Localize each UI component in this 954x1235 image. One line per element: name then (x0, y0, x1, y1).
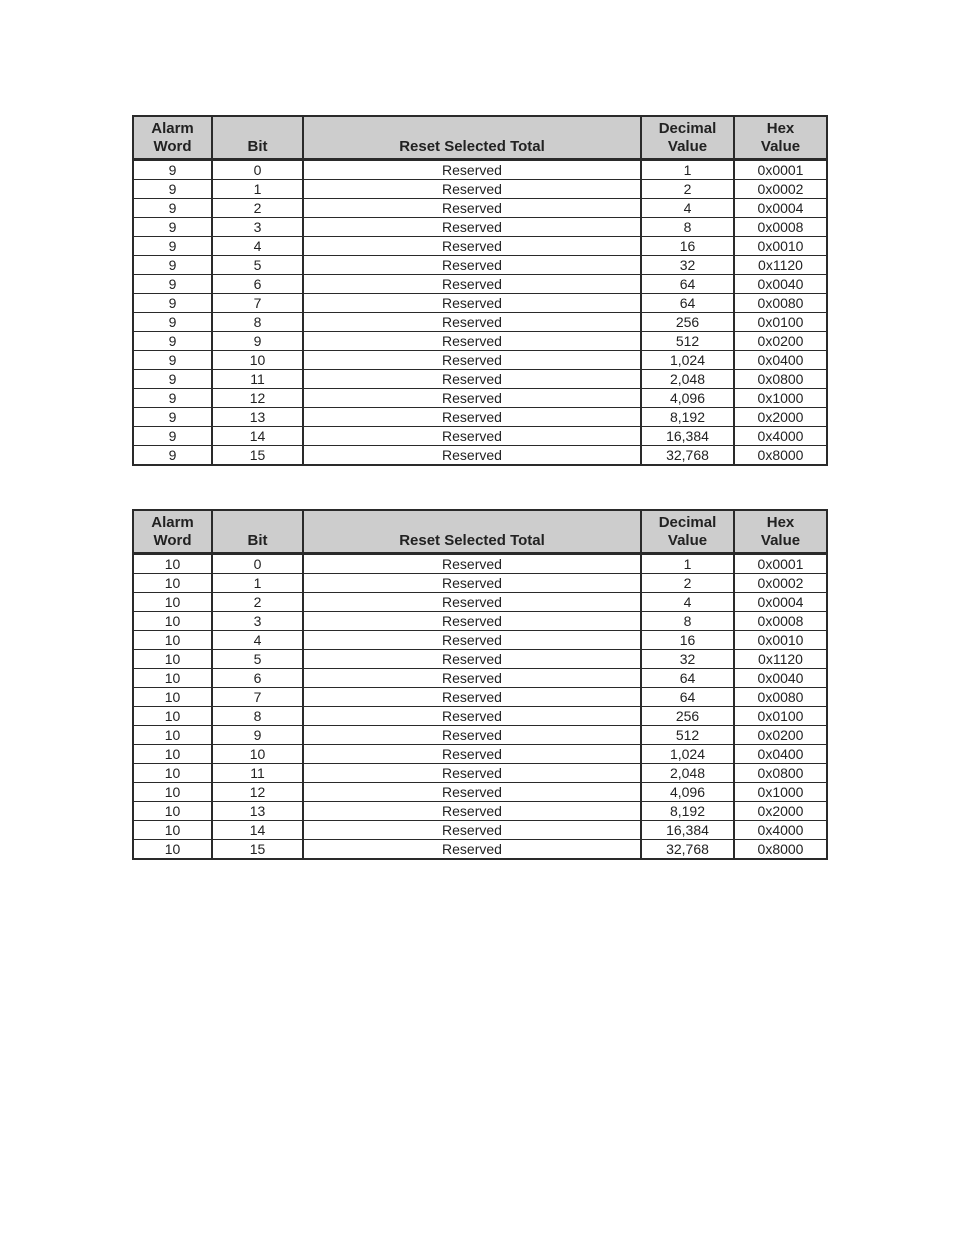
alarm-word-cell: 10 (133, 802, 212, 821)
hex-value-cell: 0x0002 (734, 574, 827, 593)
decimal-value-cell: 16 (641, 631, 734, 650)
bit-cell: 9 (212, 332, 303, 351)
decimal-value-cell: 1 (641, 160, 734, 180)
hex-value-cell: 0x0002 (734, 180, 827, 199)
hex-value-cell: 0x0400 (734, 745, 827, 764)
decimal-value-cell: 4 (641, 593, 734, 612)
hex-value-cell: 0x1120 (734, 256, 827, 275)
bit-cell: 12 (212, 783, 303, 802)
bit-cell: 10 (212, 351, 303, 370)
decimal-value-cell: 8 (641, 218, 734, 237)
table-row (133, 389, 827, 408)
decimal-value-cell: 32 (641, 650, 734, 669)
hex-value-cell: 0x8000 (734, 840, 827, 860)
bit-cell: 0 (212, 160, 303, 180)
alarm-word-header (133, 510, 212, 554)
decimal-header-line1: Decimal (658, 120, 717, 137)
alarm-word-9-table (132, 115, 828, 466)
hex-value-cell: 0x8000 (734, 446, 827, 466)
alarm-word-cell: 9 (133, 389, 212, 408)
hex-value-cell: 0x0200 (734, 726, 827, 745)
hex-value-cell: 0x0008 (734, 612, 827, 631)
description-cell: Reserved (303, 726, 641, 745)
decimal-value-cell: 64 (641, 688, 734, 707)
decimal-value-cell: 256 (641, 707, 734, 726)
hex-header-line1: Hex (766, 514, 795, 531)
bit-cell: 14 (212, 427, 303, 446)
bit-cell: 4 (212, 237, 303, 256)
hex-value-cell: 0x0040 (734, 669, 827, 688)
bit-header-label: Bit (247, 532, 268, 549)
decimal-value-cell: 2 (641, 574, 734, 593)
table-row (133, 688, 827, 707)
hex-header-line1: Hex (766, 120, 795, 137)
bit-cell: 11 (212, 764, 303, 783)
decimal-value-cell: 16,384 (641, 427, 734, 446)
description-header-label: Reset Selected Total (399, 138, 545, 155)
decimal-value-cell: 512 (641, 332, 734, 351)
decimal-value-cell: 2,048 (641, 764, 734, 783)
bit-cell: 0 (212, 554, 303, 574)
table-row (133, 574, 827, 593)
hex-value-cell: 0x4000 (734, 821, 827, 840)
alarm-word-cell: 10 (133, 688, 212, 707)
hex-value-cell: 0x0200 (734, 332, 827, 351)
bit-cell: 2 (212, 199, 303, 218)
hex-value-cell: 0x0100 (734, 313, 827, 332)
hex-value-cell: 0x0800 (734, 764, 827, 783)
decimal-value-cell: 16 (641, 237, 734, 256)
table-row (133, 612, 827, 631)
table-row (133, 783, 827, 802)
bit-header-label: Bit (247, 138, 268, 155)
hex-value-cell: 0x0100 (734, 707, 827, 726)
alarm-word-cell: 10 (133, 593, 212, 612)
alarm-word-cell: 9 (133, 332, 212, 351)
alarm-word-cell: 9 (133, 313, 212, 332)
table-row (133, 199, 827, 218)
decimal-value-cell: 8,192 (641, 802, 734, 821)
table-body (133, 554, 827, 860)
alarm-word-cell: 10 (133, 612, 212, 631)
description-cell: Reserved (303, 650, 641, 669)
decimal-value-cell: 4 (641, 199, 734, 218)
description-cell: Reserved (303, 370, 641, 389)
description-header-label: Reset Selected Total (399, 532, 545, 549)
alarm-word-cell: 10 (133, 726, 212, 745)
description-cell: Reserved (303, 237, 641, 256)
table-row (133, 669, 827, 688)
alarm-word-cell: 10 (133, 745, 212, 764)
description-cell: Reserved (303, 332, 641, 351)
hex-value-header (734, 510, 827, 554)
description-cell: Reserved (303, 427, 641, 446)
table-row (133, 237, 827, 256)
bit-cell: 1 (212, 574, 303, 593)
table-row (133, 593, 827, 612)
hex-value-cell: 0x1120 (734, 650, 827, 669)
table-row (133, 427, 827, 446)
alarm-word-header (133, 116, 212, 160)
alarm-word-cell: 9 (133, 408, 212, 427)
table-header (133, 510, 827, 554)
description-cell: Reserved (303, 612, 641, 631)
decimal-value-cell: 256 (641, 313, 734, 332)
alarm-word-cell: 10 (133, 631, 212, 650)
table-row (133, 256, 827, 275)
bit-cell: 9 (212, 726, 303, 745)
table-row (133, 294, 827, 313)
description-cell: Reserved (303, 408, 641, 427)
bit-cell: 6 (212, 275, 303, 294)
alarm-word-cell: 9 (133, 446, 212, 466)
decimal-value-cell: 1,024 (641, 351, 734, 370)
table-row (133, 313, 827, 332)
decimal-value-cell: 64 (641, 294, 734, 313)
table-row (133, 218, 827, 237)
table-header (133, 116, 827, 160)
bit-cell: 4 (212, 631, 303, 650)
description-header (303, 116, 641, 160)
table-row (133, 745, 827, 764)
decimal-value-header (641, 116, 734, 160)
decimal-value-cell: 512 (641, 726, 734, 745)
description-header (303, 510, 641, 554)
decimal-header-line2: Value (667, 532, 708, 549)
table-row (133, 650, 827, 669)
table-row (133, 764, 827, 783)
alarm-word-cell: 9 (133, 199, 212, 218)
header-row (133, 510, 827, 554)
table-row (133, 160, 827, 180)
description-cell: Reserved (303, 554, 641, 574)
description-cell: Reserved (303, 631, 641, 650)
description-cell: Reserved (303, 593, 641, 612)
decimal-header-line1: Decimal (658, 514, 717, 531)
hex-value-cell: 0x0080 (734, 294, 827, 313)
description-cell: Reserved (303, 669, 641, 688)
hex-value-cell: 0x0040 (734, 275, 827, 294)
hex-value-cell: 0x0800 (734, 370, 827, 389)
bit-cell: 15 (212, 840, 303, 860)
alarm-word-cell: 9 (133, 180, 212, 199)
alarm-word-cell: 9 (133, 160, 212, 180)
description-cell: Reserved (303, 764, 641, 783)
alarm-word-header-line1: Alarm (151, 120, 194, 137)
table-row (133, 554, 827, 574)
table-row (133, 726, 827, 745)
hex-value-cell: 0x0001 (734, 554, 827, 574)
alarm-word-cell: 9 (133, 427, 212, 446)
decimal-value-cell: 1 (641, 554, 734, 574)
alarm-word-cell: 9 (133, 294, 212, 313)
alarm-word-cell: 10 (133, 783, 212, 802)
bit-cell: 3 (212, 218, 303, 237)
hex-header-line2: Value (760, 138, 801, 155)
header-row (133, 116, 827, 160)
table-row (133, 802, 827, 821)
bit-cell: 1 (212, 180, 303, 199)
bit-cell: 6 (212, 669, 303, 688)
decimal-value-cell: 64 (641, 669, 734, 688)
hex-value-cell: 0x0001 (734, 160, 827, 180)
bit-cell: 5 (212, 650, 303, 669)
bit-cell: 7 (212, 294, 303, 313)
alarm-word-cell: 9 (133, 275, 212, 294)
hex-value-cell: 0x0010 (734, 237, 827, 256)
description-cell: Reserved (303, 313, 641, 332)
table-row (133, 180, 827, 199)
bit-cell: 8 (212, 313, 303, 332)
alarm-word-10-table (132, 509, 828, 860)
description-cell: Reserved (303, 294, 641, 313)
alarm-word-cell: 9 (133, 351, 212, 370)
table-body (133, 160, 827, 466)
decimal-value-cell: 8 (641, 612, 734, 631)
table-row (133, 351, 827, 370)
description-cell: Reserved (303, 783, 641, 802)
bit-cell: 14 (212, 821, 303, 840)
alarm-word-cell: 9 (133, 370, 212, 389)
bit-cell: 15 (212, 446, 303, 466)
hex-value-cell: 0x2000 (734, 408, 827, 427)
table-row (133, 446, 827, 466)
bit-cell: 10 (212, 745, 303, 764)
description-cell: Reserved (303, 199, 641, 218)
decimal-value-cell: 32 (641, 256, 734, 275)
bit-header (212, 116, 303, 160)
bit-cell: 2 (212, 593, 303, 612)
bit-cell: 13 (212, 802, 303, 821)
table-row (133, 332, 827, 351)
decimal-value-cell: 8,192 (641, 408, 734, 427)
hex-header-line2: Value (760, 532, 801, 549)
table-row (133, 821, 827, 840)
alarm-word-cell: 10 (133, 707, 212, 726)
decimal-value-cell: 1,024 (641, 745, 734, 764)
decimal-value-header (641, 510, 734, 554)
alarm-word-header-line1: Alarm (151, 514, 194, 531)
description-cell: Reserved (303, 688, 641, 707)
alarm-word-cell: 10 (133, 554, 212, 574)
table-row (133, 840, 827, 860)
hex-value-cell: 0x0080 (734, 688, 827, 707)
hex-value-cell: 0x2000 (734, 802, 827, 821)
bit-cell: 12 (212, 389, 303, 408)
description-cell: Reserved (303, 802, 641, 821)
bit-cell: 13 (212, 408, 303, 427)
decimal-value-cell: 2,048 (641, 370, 734, 389)
bit-cell: 3 (212, 612, 303, 631)
decimal-value-cell: 16,384 (641, 821, 734, 840)
description-cell: Reserved (303, 180, 641, 199)
alarm-word-header-line2: Word (153, 138, 192, 155)
hex-value-cell: 0x1000 (734, 389, 827, 408)
hex-value-cell: 0x0008 (734, 218, 827, 237)
hex-value-cell: 0x0004 (734, 593, 827, 612)
bit-cell: 7 (212, 688, 303, 707)
bit-cell: 8 (212, 707, 303, 726)
description-cell: Reserved (303, 446, 641, 466)
decimal-value-cell: 32,768 (641, 446, 734, 466)
table-row (133, 370, 827, 389)
description-cell: Reserved (303, 574, 641, 593)
decimal-value-cell: 32,768 (641, 840, 734, 860)
hex-value-cell: 0x0004 (734, 199, 827, 218)
alarm-word-cell: 10 (133, 840, 212, 860)
description-cell: Reserved (303, 821, 641, 840)
alarm-word-cell: 10 (133, 764, 212, 783)
alarm-word-cell: 10 (133, 574, 212, 593)
alarm-word-header-line2: Word (153, 532, 192, 549)
bit-header (212, 510, 303, 554)
alarm-word-cell: 10 (133, 669, 212, 688)
alarm-word-cell: 9 (133, 237, 212, 256)
bit-cell: 5 (212, 256, 303, 275)
hex-value-cell: 0x0400 (734, 351, 827, 370)
description-cell: Reserved (303, 840, 641, 860)
hex-value-header (734, 116, 827, 160)
decimal-value-cell: 64 (641, 275, 734, 294)
hex-value-cell: 0x0010 (734, 631, 827, 650)
description-cell: Reserved (303, 745, 641, 764)
decimal-value-cell: 4,096 (641, 389, 734, 408)
decimal-value-cell: 4,096 (641, 783, 734, 802)
description-cell: Reserved (303, 160, 641, 180)
description-cell: Reserved (303, 351, 641, 370)
description-cell: Reserved (303, 275, 641, 294)
alarm-word-cell: 9 (133, 256, 212, 275)
hex-value-cell: 0x1000 (734, 783, 827, 802)
table-row (133, 707, 827, 726)
table-row (133, 275, 827, 294)
decimal-value-cell: 2 (641, 180, 734, 199)
table-row (133, 631, 827, 650)
alarm-word-cell: 10 (133, 650, 212, 669)
alarm-word-cell: 10 (133, 821, 212, 840)
description-cell: Reserved (303, 389, 641, 408)
bit-cell: 11 (212, 370, 303, 389)
alarm-word-cell: 9 (133, 218, 212, 237)
table-row (133, 408, 827, 427)
description-cell: Reserved (303, 256, 641, 275)
decimal-header-line2: Value (667, 138, 708, 155)
description-cell: Reserved (303, 707, 641, 726)
hex-value-cell: 0x4000 (734, 427, 827, 446)
description-cell: Reserved (303, 218, 641, 237)
